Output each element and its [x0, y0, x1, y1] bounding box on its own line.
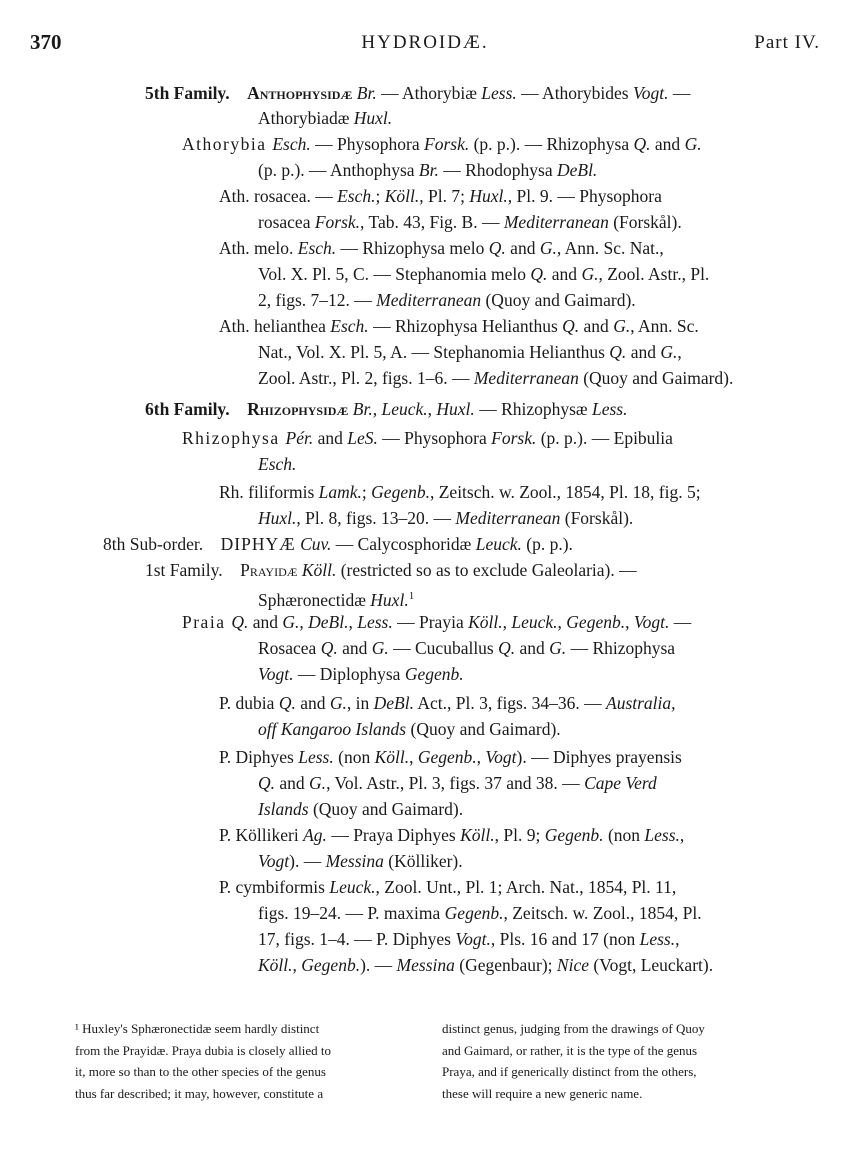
part-label: Part IV.: [754, 32, 820, 53]
species-diphyes-line-1: P. Diphyes Less. (non Köll., Gegenb., Vogt). — Diphyes prayensis: [219, 747, 682, 767]
footnote-line: these will require a new generic name.: [442, 1085, 643, 1101]
footnote-line: ¹ Huxley's Sphæronectidæ seem hardly distinct: [75, 1021, 320, 1036]
footnote-line: thus far described; it may, however, constitute a: [75, 1085, 324, 1101]
species-koellikeri-line-1: P. Köllikeri Ag. — Praya Diphyes Köll., Pl. 9; Gegenb. (non Less.,: [219, 825, 685, 845]
species-koellikeri-line-2: Vogt). — Messina (Kölliker).: [258, 851, 463, 871]
running-title: HYDROIDÆ.: [361, 32, 489, 53]
footnote-line: and Gaimard, or rather, it is the type of the genus: [442, 1042, 698, 1058]
genus-praia-line-1: Praia Q. and G., DeBl., Less. — Prayia Köll., Leuck., Gegenb., Vogt. —: [182, 612, 692, 632]
species-diphyes-line-2: Q. and G., Vol. Astr., Pl. 3, figs. 37 and 38. — Cape Verd: [258, 773, 657, 793]
species-helianthea-line-3: Zool. Astr., Pl. 2, figs. 1–6. — Mediterranean (Quoy and Gaimard).: [258, 368, 734, 388]
genus-praia-line-3: Vogt. — Diplophysa Gegenb.: [258, 664, 464, 684]
species-dubia-line-2: off Kangaroo Islands (Quoy and Gaimard).: [258, 719, 561, 739]
species-rosacea-line-1: Ath. rosacea. — Esch.; Köll., Pl. 7; Huxl., Pl. 9. — Physophora: [219, 186, 662, 206]
family-6-line-1: 6th Family. Rhizophysidæ Br., Leuck., Huxl. — Rhizophysæ Less.: [145, 399, 628, 419]
species-cymbiformis-line-1: P. cymbiformis Leuck., Zool. Unt., Pl. 1; Arch. Nat., 1854, Pl. 11,: [219, 877, 677, 897]
species-melo-line-3: 2, figs. 7–12. — Mediterranean (Quoy and Gaimard).: [258, 290, 636, 310]
species-rosacea-line-2: rosacea Forsk., Tab. 43, Fig. B. — Mediterranean (Forskål).: [258, 212, 682, 232]
species-helianthea-line-1: Ath. helianthea Esch. — Rhizophysa Helianthus Q. and G., Ann. Sc.: [219, 316, 699, 336]
species-filiformis-line-1: Rh. filiformis Lamk.; Gegenb., Zeitsch. w. Zool., 1854, Pl. 18, fig. 5;: [219, 482, 701, 502]
footnote-line: distinct genus, judging from the drawings of Quoy: [442, 1021, 705, 1036]
genus-praia-line-2: Rosacea Q. and G. — Cucuballus Q. and G. — Rhizophysa: [258, 638, 676, 658]
family-5-line-1: 5th Family. Anthophysidæ Br. — Athorybiæ Less. — Athorybides Vogt. —: [145, 83, 691, 103]
page-header: [30, 30, 820, 60]
footnote-line: it, more so than to the other species of the genus: [75, 1064, 326, 1079]
species-dubia-line-1: P. dubia Q. and G., in DeBl. Act., Pl. 3, figs. 34–36. — Australia,: [219, 693, 676, 713]
species-cymbiformis-line-4: Köll., Gegenb.). — Messina (Gegenbaur); Nice (Vogt, Leuckart).: [258, 955, 714, 975]
species-filiformis-line-2: Huxl., Pl. 8, figs. 13–20. — Mediterranean (Forskål).: [258, 508, 634, 528]
species-melo-line-1: Ath. melo. Esch. — Rhizophysa melo Q. and G., Ann. Sc. Nat.,: [219, 238, 664, 258]
species-diphyes-line-3: Islands (Quoy and Gaimard).: [258, 799, 464, 819]
genus-athorybia-line-1: Athorybia Esch. — Physophora Forsk. (p. p.). — Rhizophysa Q. and G.: [182, 134, 702, 154]
species-melo-line-2: Vol. X. Pl. 5, C. — Stephanomia melo Q. and G., Zool. Astr., Pl.: [258, 264, 710, 284]
species-helianthea-line-2: Nat., Vol. X. Pl. 5, A. — Stephanomia Helianthus Q. and G.,: [258, 342, 682, 362]
family-1-line-1: 1st Family. Prayidæ Köll. (restricted so as to exclude Galeolaria). —: [145, 560, 637, 580]
footnote-line: Praya, and if generically distinct from the others,: [442, 1064, 697, 1079]
footnote-left-column: [75, 1018, 415, 1104]
footnote-line: from the Prayidæ. Praya dubia is closely allied to: [75, 1042, 331, 1058]
family-5-line-2: Athorybiadæ Huxl.: [258, 108, 393, 128]
genus-rhizophysa-line-1: Rhizophysa Pér. and LeS. — Physophora Forsk. (p. p.). — Epibulia: [182, 428, 673, 448]
footnote-right-column: [442, 1018, 787, 1104]
genus-rhizophysa-line-2: Esch.: [258, 454, 297, 474]
species-cymbiformis-line-3: 17, figs. 1–4. — P. Diphyes Vogt., Pls. 16 and 17 (non Less.,: [258, 929, 680, 949]
family-1-line-2: Sphæronectidæ Huxl.$^1$: [258, 589, 415, 610]
genus-athorybia-line-2: (p. p.). — Anthophysa Br. — Rhodophysa DeBl.: [258, 160, 598, 180]
species-cymbiformis-line-2: figs. 19–24. — P. maxima Gegenb., Zeitsch. w. Zool., 1854, Pl.: [258, 903, 702, 923]
suborder-diphyae-line: 8th Sub-order. DIPHYÆ Cuv. — Calycosphoridæ Leuck. (p. p.).: [103, 534, 573, 554]
footnote-marker: 1: [408, 590, 415, 602]
page-number: 370: [30, 30, 62, 54]
